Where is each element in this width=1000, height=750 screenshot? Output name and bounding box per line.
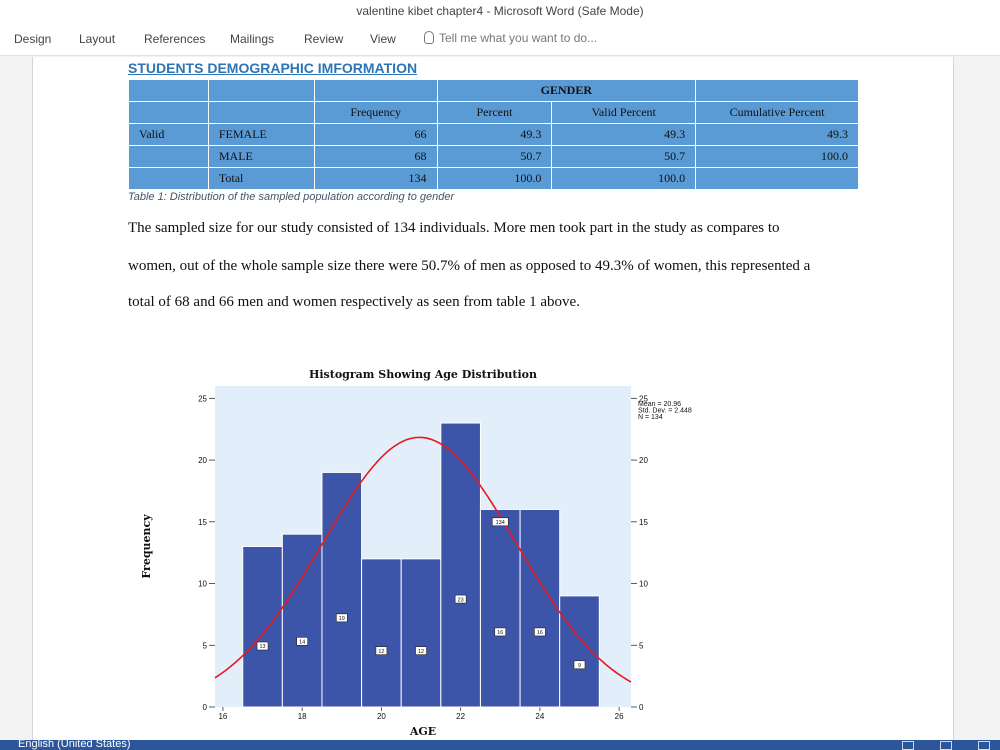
- y-tick-label: 25: [198, 394, 207, 404]
- cell-cumulative-percent: 100.0: [696, 146, 859, 168]
- bar-value-label: 14: [299, 639, 306, 646]
- y-tick-label-right: 15: [639, 517, 648, 527]
- header-percent: Percent: [437, 102, 552, 124]
- y-tick-label: 5: [202, 641, 207, 651]
- window-title: valentine kibet chapter4 - Microsoft Word (Safe Mode): [0, 0, 1000, 22]
- status-language[interactable]: English (United States): [18, 740, 131, 750]
- x-tick-label: 26: [614, 712, 624, 721]
- cell-percent: 100.0: [437, 168, 552, 190]
- bar-value-label: 19: [338, 616, 345, 623]
- table-caption: Table 1: Distribution of the sampled population according to gender: [128, 191, 455, 203]
- bar-value-label: 16: [536, 630, 543, 637]
- cell-percent: 49.3: [437, 124, 552, 146]
- x-axis-title: AGE: [409, 725, 437, 737]
- histogram-bar: [322, 472, 362, 707]
- paragraph-line: The sampled size for our study consisted of 134 individuals. More men took part in the study as compares to: [128, 220, 780, 236]
- histogram-bar: [441, 423, 481, 707]
- y-tick-label-right: 5: [639, 641, 644, 651]
- histogram-bar: [362, 559, 402, 707]
- row-label: FEMALE: [208, 124, 314, 146]
- header-valid-percent: Valid Percent: [552, 102, 696, 124]
- paragraph-line: women, out of the whole sample size there were 50.7% of men as opposed to 49.3% of women, this represented a: [128, 258, 811, 274]
- cell-percent: 50.7: [437, 146, 552, 168]
- tell-me-text: Tell me what you want to do...: [439, 31, 598, 45]
- header-cumulative-percent: Cumulative Percent: [696, 102, 859, 124]
- tab-design[interactable]: Design: [14, 32, 52, 46]
- tab-references[interactable]: References: [144, 32, 206, 46]
- tab-view[interactable]: View: [370, 32, 396, 46]
- cell-frequency: 134: [314, 168, 437, 190]
- table-row: [129, 124, 859, 146]
- y-tick-label-right: 10: [639, 579, 648, 589]
- y-tick-label: 10: [198, 579, 207, 589]
- bar-value-label: 12: [417, 648, 425, 655]
- y-tick-label: 15: [198, 517, 207, 527]
- bar-value-label: 12: [378, 648, 385, 655]
- row-label: Total: [208, 168, 314, 190]
- histogram-bar: [243, 547, 283, 708]
- y-tick-label: 0: [202, 703, 207, 712]
- print-layout-icon[interactable]: [940, 741, 952, 750]
- tab-review[interactable]: Review: [304, 32, 344, 46]
- header-frequency: Frequency: [314, 102, 437, 124]
- total-label: 134: [495, 520, 505, 527]
- x-tick-label: 18: [297, 712, 307, 721]
- bar-value-label: 13: [259, 644, 266, 651]
- cell-cumulative-percent: [696, 168, 859, 190]
- table-row: [129, 168, 859, 190]
- x-tick-label: 16: [218, 712, 228, 721]
- table-title-row: [129, 80, 859, 102]
- table-row: [129, 146, 859, 168]
- tab-mailings[interactable]: Mailings: [230, 32, 275, 46]
- x-tick-label: 24: [535, 712, 545, 721]
- histogram-bar: [520, 509, 560, 707]
- cell-valid-percent: 100.0: [552, 168, 696, 190]
- y-tick-label-right: 0: [639, 703, 644, 712]
- stats-line: Mean = 20.96: [638, 401, 682, 408]
- histogram-bar: [560, 596, 600, 707]
- age-histogram-chart: [132, 365, 732, 737]
- y-axis-title: Frequency: [140, 514, 153, 579]
- stats-line: Std. Dev. = 2.448: [638, 407, 692, 415]
- bar-value-label: 16: [497, 630, 504, 637]
- y-tick-label-right: 20: [639, 456, 648, 466]
- cell-valid-percent: 49.3: [552, 124, 696, 146]
- gender-table: [128, 79, 859, 190]
- y-tick-label-right: 25: [639, 394, 648, 404]
- table-title: GENDER: [437, 80, 696, 102]
- cell-valid-percent: 50.7: [552, 146, 696, 168]
- bar-value-label: 9: [577, 662, 582, 669]
- cell-frequency: 68: [314, 146, 437, 168]
- document-heading: STUDENTS DEMOGRAPHIC IMFORMATION: [128, 60, 418, 76]
- bar-value-label: 23: [457, 597, 464, 604]
- histogram-bar: [401, 559, 441, 707]
- y-tick-label: 20: [198, 456, 207, 466]
- chart-title: Histogram Showing Age Distribution: [308, 368, 538, 381]
- stats-line: N = 134: [638, 414, 663, 421]
- table-header-row: [129, 102, 859, 124]
- cell-cumulative-percent: 49.3: [696, 124, 859, 146]
- histogram-bar: [282, 534, 322, 707]
- tab-layout[interactable]: Layout: [79, 32, 116, 46]
- status-bar: [0, 740, 1000, 750]
- document-page[interactable]: [32, 57, 954, 740]
- paragraph-line: total of 68 and 66 men and women respectively as seen from table 1 above.: [128, 294, 580, 310]
- cell-frequency: 66: [314, 124, 437, 146]
- x-tick-label: 22: [456, 712, 466, 721]
- read-mode-icon[interactable]: [902, 741, 914, 750]
- web-layout-icon[interactable]: [978, 741, 990, 750]
- row-label: MALE: [208, 146, 314, 168]
- group-label: Valid: [129, 124, 209, 146]
- tell-me-search[interactable]: [424, 31, 597, 45]
- ribbon: [0, 22, 1000, 56]
- x-tick-label: 20: [376, 712, 386, 721]
- lightbulb-icon: [424, 31, 434, 44]
